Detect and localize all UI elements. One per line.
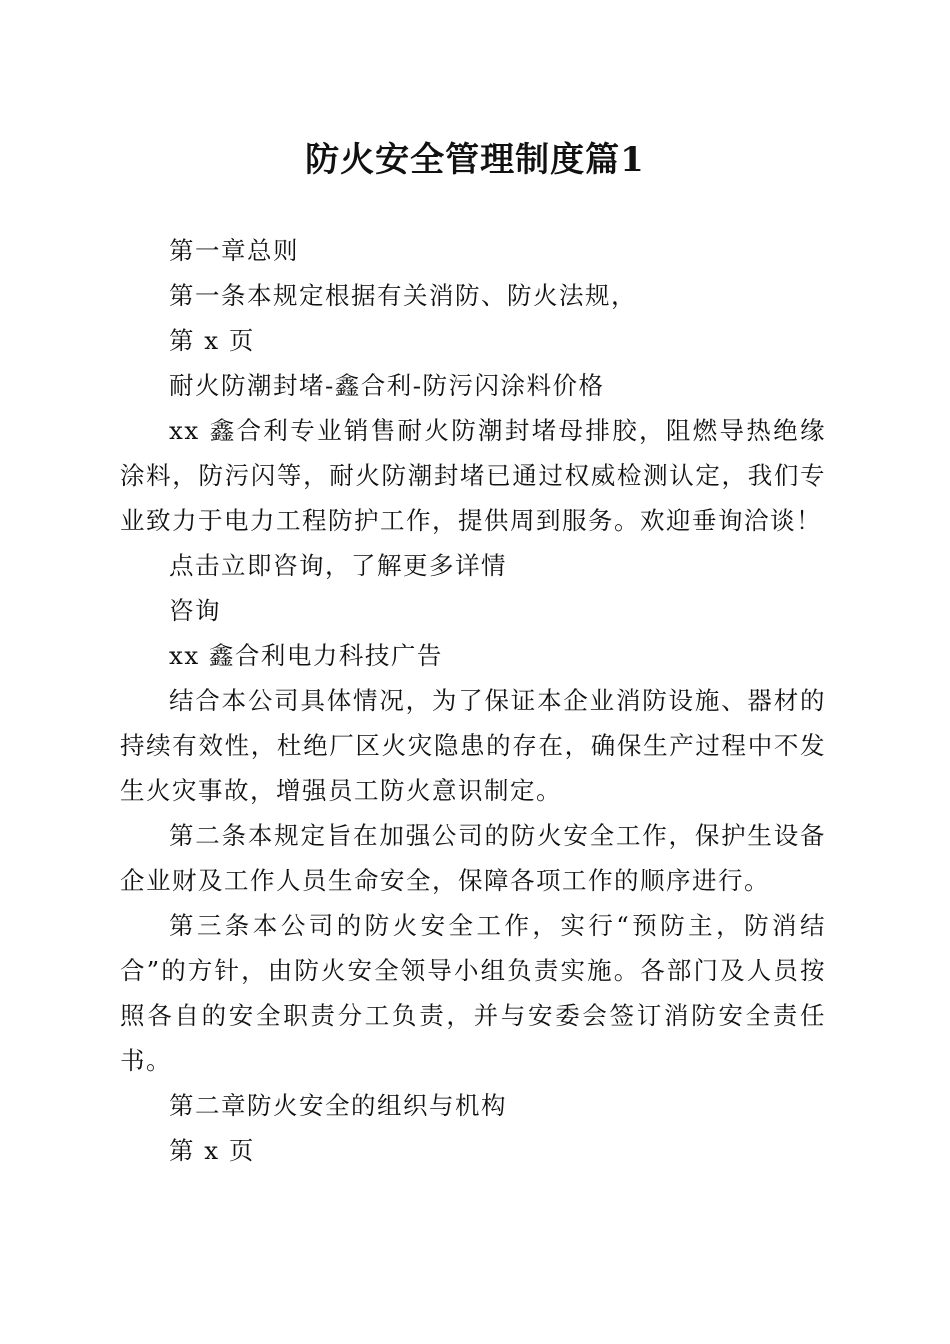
document-title: 防火安全管理制度篇1 bbox=[305, 140, 645, 180]
consult-link[interactable]: 咨询 bbox=[169, 596, 221, 625]
ad-source: xx 鑫合利电力科技广告 bbox=[169, 641, 443, 670]
article-paragraph: 第三条本公司的防火安全工作，实行“预防主，防消结合”的方针，由防火安全领导小组负责实施。各部门及人员按照各自的安全职责分工负责，并与安委会签订消防安全责任书。 bbox=[120, 911, 826, 1075]
ad-cta-text[interactable]: 点击立即咨询，了解更多详情 bbox=[169, 551, 507, 580]
page-marker: 第 x 页 bbox=[169, 326, 255, 355]
body-paragraph: 结合本公司具体情况，为了保证本企业消防设施、器材的持续有效性，杜绝厂区火灾隐患的存在，确保生产过程中不发生火灾事故，增强员工防火意识制定。 bbox=[120, 686, 826, 805]
chapter-heading: 第一章总则 bbox=[169, 236, 299, 265]
ad-description: xx 鑫合利专业销售耐火防潮封堵母排胶，阻燃导热绝缘涂料，防污闪等，耐火防潮封堵已通过权威检测认定，我们专业致力于电力工程防护工作，提供周到服务。欢迎垂询洽谈！ bbox=[120, 416, 826, 535]
article-paragraph: 第一条本规定根据有关消防、防火法规， bbox=[169, 281, 637, 310]
ad-title: 耐火防潮封堵-鑫合利-防污闪涂料价格 bbox=[169, 371, 605, 400]
document-body bbox=[120, 228, 826, 1173]
chapter-heading: 第二章防火安全的组织与机构 bbox=[169, 1091, 507, 1120]
article-paragraph: 第二条本规定旨在加强公司的防火安全工作，保护生设备企业财及工作人员生命安全，保障各项工作的顺序进行。 bbox=[120, 821, 826, 895]
page-marker: 第 x 页 bbox=[169, 1136, 255, 1165]
